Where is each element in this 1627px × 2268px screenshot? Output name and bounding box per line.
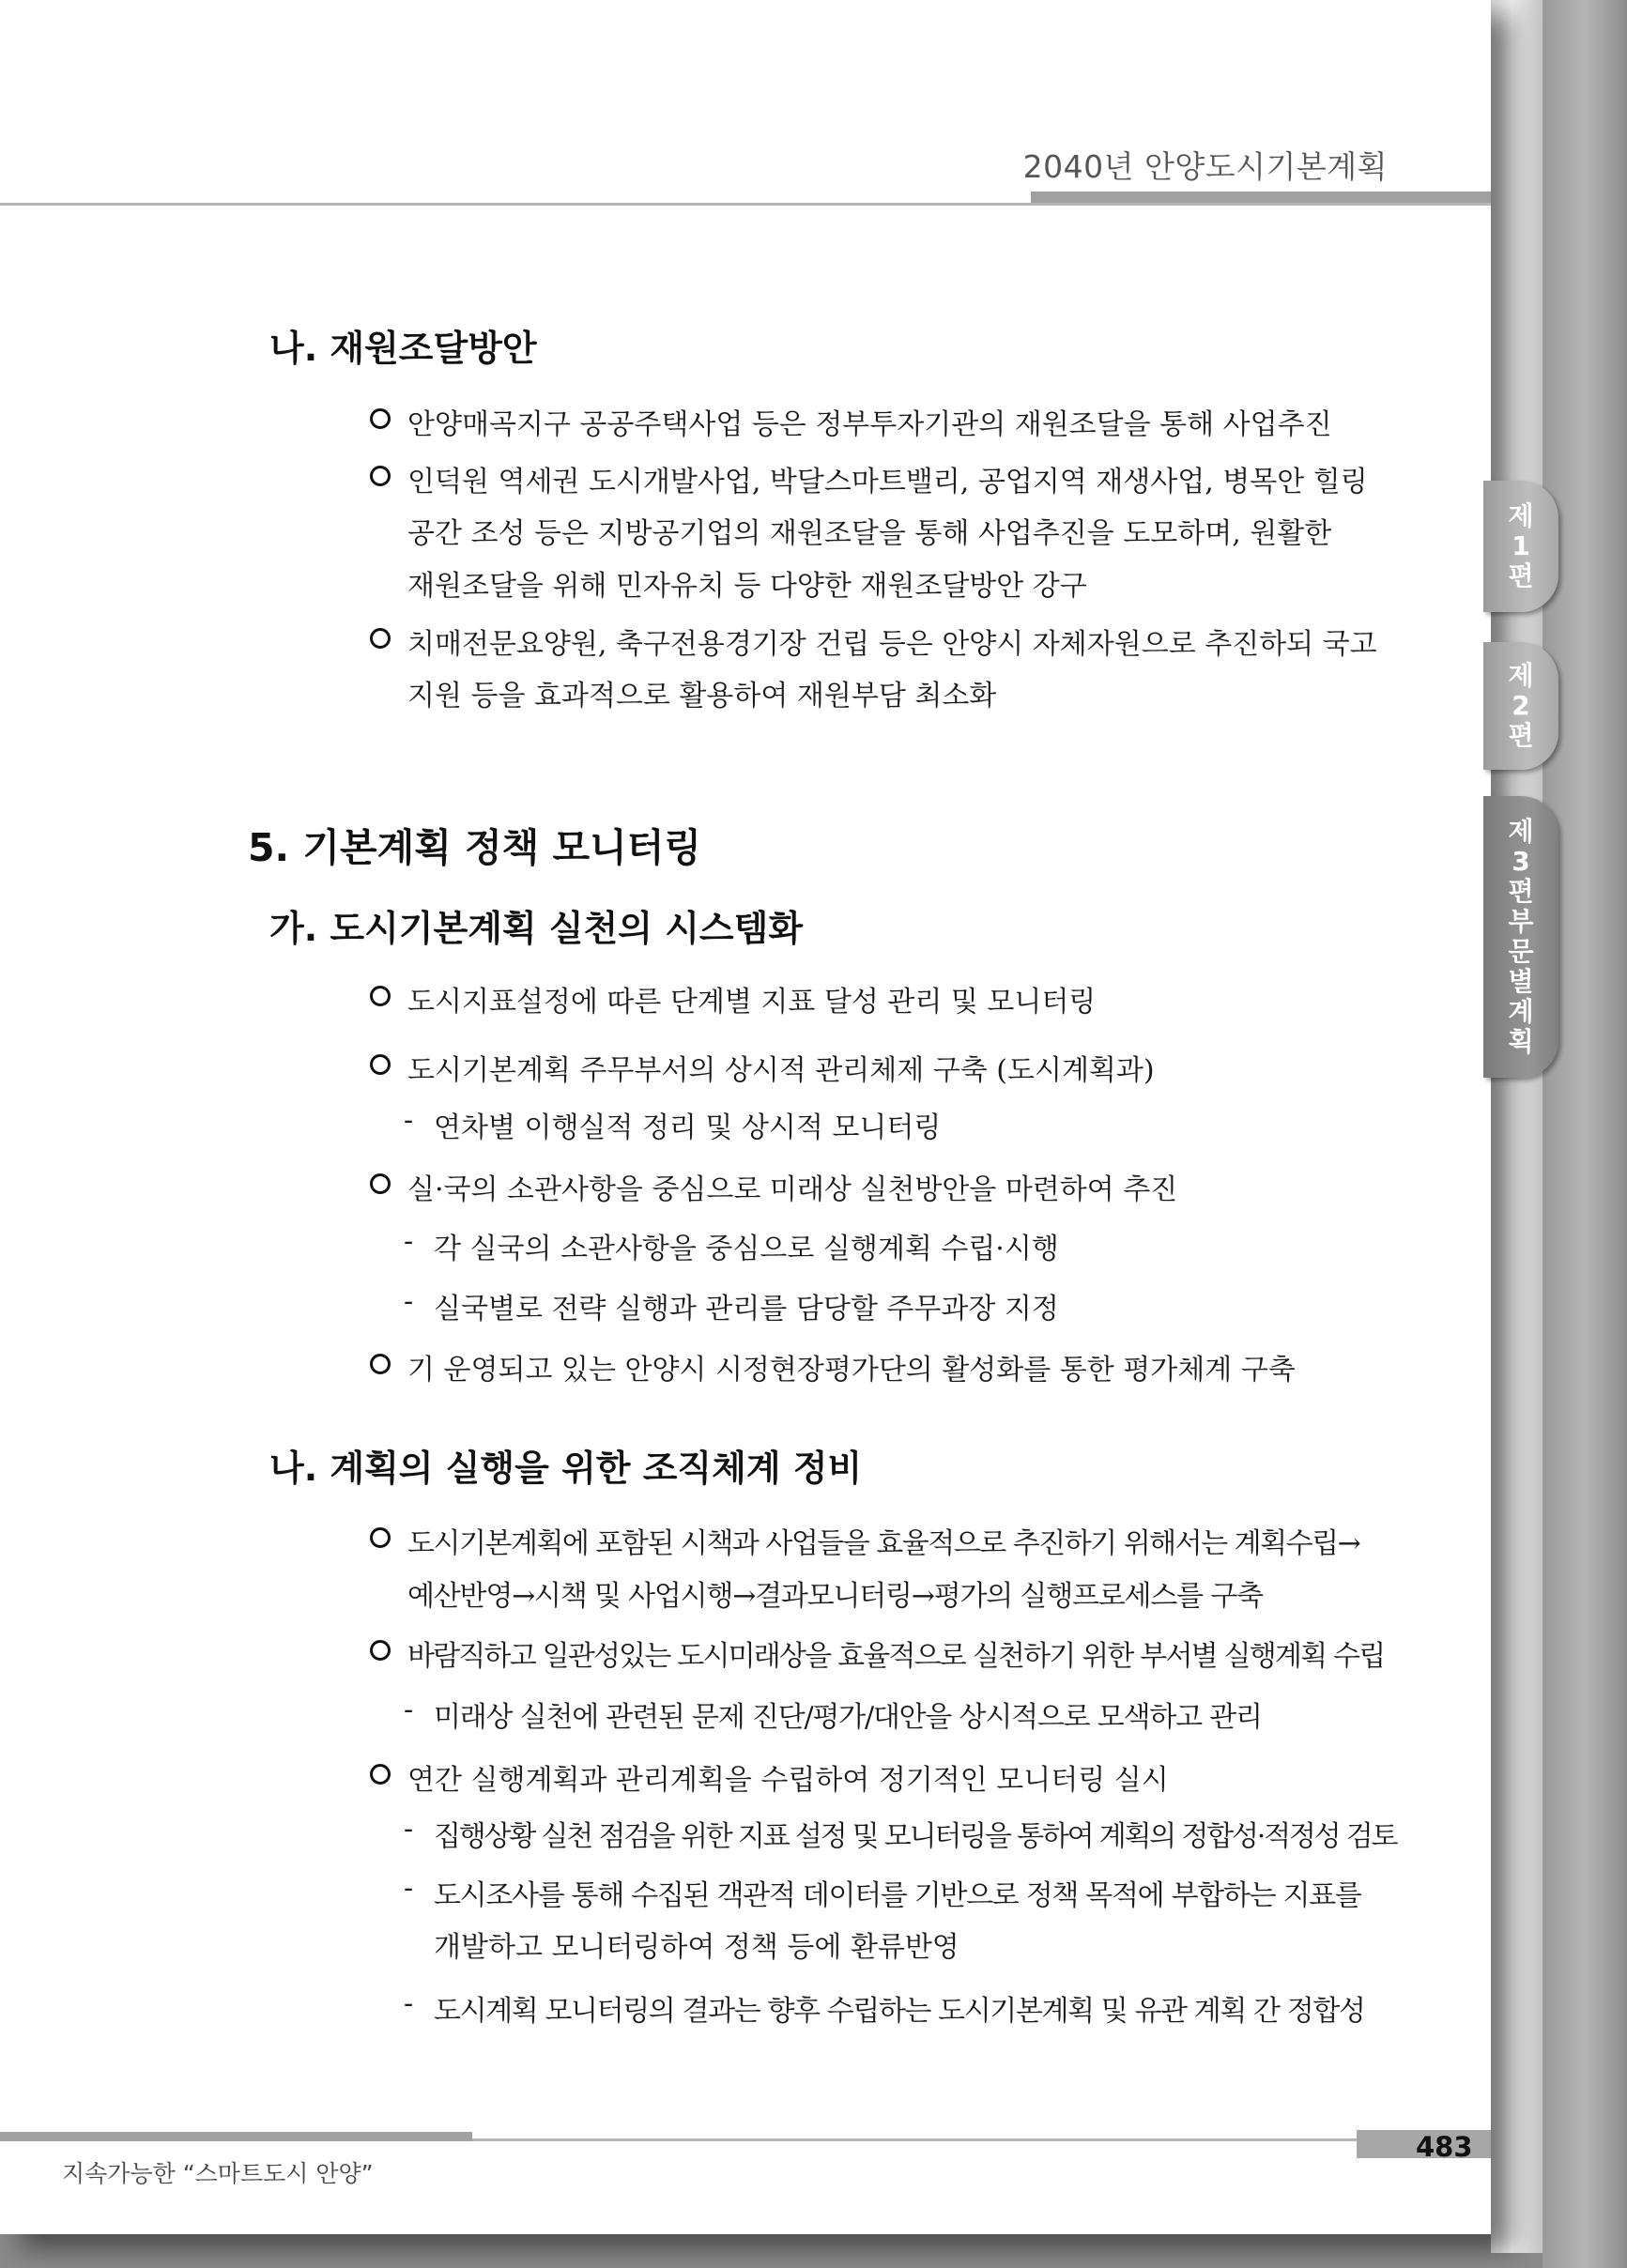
running-header-title: 2040년 안양도시기본계획 <box>1022 148 1388 185</box>
dash-bullet: - <box>404 1225 414 1258</box>
section-heading-organization: 나. 계획의 실행을 위한 조직체계 정비 <box>269 1448 863 1489</box>
tab-char: 획 <box>1508 1026 1534 1057</box>
tab-char: 1 <box>1512 530 1530 561</box>
footer-slogan: 지속가능한 “스마트도시 안양” <box>62 2160 374 2187</box>
circle-bullet-icon <box>370 986 391 1006</box>
circle-bullet-icon <box>370 1764 391 1785</box>
tab-part-1[interactable] <box>1483 481 1558 612</box>
tab-char: 3 <box>1512 846 1530 877</box>
bullet-text: 인덕원 역세권 도시개발사업, 박달스마트밸리, 공업지역 재생사업, 병목안 힐링 <box>407 466 1368 498</box>
section-heading-systematization: 가. 도시기본계획 실천의 시스템화 <box>269 908 804 949</box>
sub-bullet-text: 미래상 실천에 관련된 문제 진단/평가/대안을 상시적으로 모색하고 관리 <box>434 1701 1262 1734</box>
tab-char: 계 <box>1508 996 1534 1027</box>
tab-char: 부 <box>1508 906 1534 937</box>
circle-bullet-icon <box>370 1054 391 1075</box>
tab-char: 편 <box>1508 720 1534 751</box>
circle-bullet-icon <box>370 466 391 486</box>
bullet-text: 도시지표설정에 따른 단계별 지표 달성 관리 및 모니터링 <box>407 986 1097 1019</box>
tab-part-3[interactable] <box>1483 796 1558 1078</box>
sub-bullet-text: 도시조사를 통해 수집된 객관적 데이터를 기반으로 정책 목적에 부합하는 지표를 <box>434 1879 1361 1912</box>
bullet-text: 안양매곡지구 공공주택사업 등은 정부투자기관의 재원조달을 통해 사업추진 <box>407 408 1332 441</box>
bullet-text: 실·국의 소관사항을 중심으로 미래상 실천방안을 마련하여 추진 <box>407 1173 1178 1206</box>
dash-bullet: - <box>404 1285 414 1318</box>
dash-bullet: - <box>404 1872 414 1905</box>
bullet-text-cont: 예산반영→시책 및 사업시행→결과모니터링→평가의 실행프로세스를 구축 <box>407 1580 1263 1613</box>
chapter-heading-monitoring: 5. 기본계획 정책 모니터링 <box>248 825 701 870</box>
dash-bullet: - <box>404 1987 414 2020</box>
bullet-text: 연간 실행계획과 관리계획을 수립하여 정기적인 모니터링 실시 <box>407 1764 1169 1797</box>
tab-char: 제 <box>1508 816 1534 847</box>
bullet-text-cont: 재원조달을 위해 민자유치 등 다양한 재원조달방안 강구 <box>407 570 1087 603</box>
bullet-text: 바람직하고 일관성있는 도시미래상을 효율적으로 실천하기 위한 부서별 실행계획 수립 <box>407 1640 1385 1673</box>
bullet-text-cont: 공간 조성 등은 지방공기업의 재원조달을 통해 사업추진을 도모하며, 원활한 <box>407 517 1332 550</box>
tab-char: 편 <box>1508 876 1534 907</box>
tab-part-2[interactable] <box>1483 642 1558 770</box>
bullet-text: 기 운영되고 있는 안양시 시정현장평가단의 활성화를 통한 평가체계 구축 <box>407 1354 1296 1387</box>
circle-bullet-icon <box>370 628 391 649</box>
sub-bullet-text: 각 실국의 소관사항을 중심으로 실행계획 수립·시행 <box>434 1233 1059 1265</box>
circle-bullet-icon <box>370 1354 391 1374</box>
circle-bullet-icon <box>370 1527 391 1548</box>
bullet-text: 치매전문요양원, 축구전용경기장 건립 등은 안양시 자체자원으로 추진하되 국고 <box>407 628 1377 661</box>
page-stack-edge <box>1543 0 1627 2268</box>
sub-bullet-text: 연차별 이행실적 정리 및 상시적 모니터링 <box>434 1111 942 1144</box>
header-rule-thick <box>1031 192 1491 203</box>
bullet-text: 도시기본계획 주무부서의 상시적 관리체제 구축 (도시계획과) <box>407 1054 1155 1087</box>
footer-rule-thick <box>0 2132 472 2141</box>
tab-char: 문 <box>1508 936 1534 967</box>
circle-bullet-icon <box>370 408 391 429</box>
sub-bullet-text: 도시계획 모니터링의 결과는 향후 수립하는 도시기본계획 및 유관 계획 간 정합성 <box>434 1995 1365 2028</box>
sub-bullet-text: 실국별로 전략 실행과 관리를 담당할 주무과장 지정 <box>434 1293 1059 1326</box>
tab-char: 제 <box>1508 500 1534 531</box>
sub-bullet-text-cont: 개발하고 모니터링하여 정책 등에 환류반영 <box>434 1931 959 1964</box>
header-rule <box>0 203 1491 206</box>
bullet-text: 도시기본계획에 포함된 시책과 사업들을 효율적으로 추진하기 위해서는 계획수립→ <box>407 1527 1360 1560</box>
circle-bullet-icon <box>370 1173 391 1194</box>
page-edge <box>1491 0 1543 2253</box>
circle-bullet-icon <box>370 1640 391 1661</box>
dash-bullet: - <box>404 1104 414 1137</box>
section-heading-funding: 나. 재원조달방안 <box>269 328 537 369</box>
dash-bullet: - <box>404 1693 414 1726</box>
tab-char: 2 <box>1512 690 1530 721</box>
sub-bullet-text: 집행상황 실천 점검을 위한 지표 설정 및 모니터링을 통하여 계획의 정합성·적정성 검토 <box>434 1820 1397 1853</box>
tab-char: 편 <box>1508 560 1534 591</box>
bullet-text-cont: 지원 등을 효과적으로 활용하여 재원부담 최소화 <box>407 680 997 713</box>
dash-bullet: - <box>404 1813 414 1846</box>
page-number: 483 <box>1416 2131 1473 2163</box>
tab-char: 별 <box>1508 966 1534 997</box>
tab-char: 제 <box>1508 660 1534 691</box>
